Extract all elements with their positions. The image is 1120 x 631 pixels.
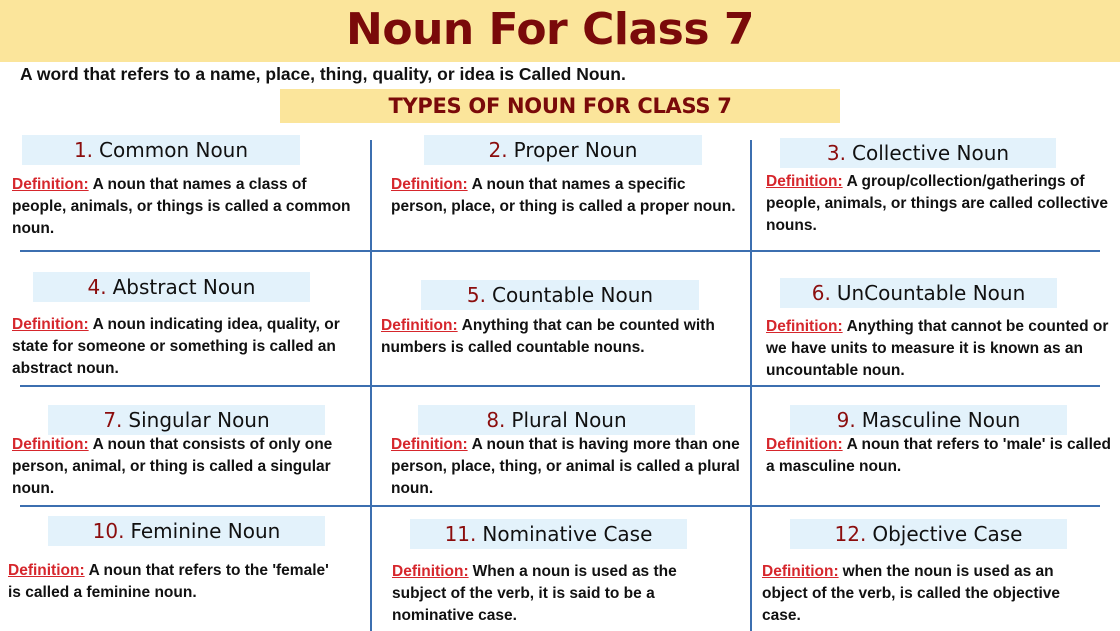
card-number: 8. <box>486 408 506 432</box>
definition-label: Definition: <box>12 316 89 333</box>
card-heading <box>790 405 1067 435</box>
definition-label: Definition: <box>766 173 843 190</box>
definition-label: Definition: <box>12 436 89 453</box>
card-heading <box>22 135 300 165</box>
card-heading <box>424 135 702 165</box>
card-heading <box>780 138 1056 168</box>
card-number: 2. <box>488 138 508 162</box>
card-title: Masculine Noun <box>861 408 1021 432</box>
card-number: 9. <box>836 408 856 432</box>
card-heading <box>790 519 1067 549</box>
definition-label: Definition: <box>392 563 469 580</box>
card-definition <box>12 314 362 380</box>
definition-label: Definition: <box>766 436 843 453</box>
definition-label: Definition: <box>8 562 85 579</box>
definition-label: Definition: <box>762 563 839 580</box>
card-number: 1. <box>73 138 94 162</box>
card-definition <box>391 174 736 218</box>
card-number: 5. <box>466 283 486 307</box>
definition-text: Anything that cannot be counted or we have units to measure it is known as an uncountable noun. <box>766 318 1109 379</box>
card-number: 3. <box>826 141 847 165</box>
definition-text: A group/collection/gatherings of people, animals, or things are called collective nouns. <box>766 173 1108 234</box>
card-title: Proper Noun <box>513 138 638 162</box>
definition-text: when the noun is used as an object of the verb, is called the objective case. <box>762 563 1061 624</box>
definition-text: A noun that names a class of people, animals, or things is called a common noun. <box>12 176 351 237</box>
card-definition <box>766 171 1116 237</box>
definition-label: Definition: <box>391 176 468 193</box>
card-heading <box>33 272 310 302</box>
grid-horizontal-divider <box>20 250 1100 252</box>
card-title: Feminine Noun <box>130 519 281 543</box>
definition-label: Definition: <box>391 436 468 453</box>
card-number: 10. <box>92 519 125 543</box>
card-title: Abstract Noun <box>112 275 256 299</box>
card-definition <box>392 561 722 627</box>
card-number: 7. <box>103 408 123 432</box>
definition-text: A noun that consists of only one person, animal, or thing is called a singular noun. <box>12 436 333 497</box>
card-definition <box>762 561 1102 627</box>
card-heading <box>48 405 325 435</box>
card-number: 11. <box>444 522 477 546</box>
definition-text: A noun that names a specific person, place, or thing is called a proper noun. <box>391 176 736 215</box>
definition-label: Definition: <box>12 176 89 193</box>
card-number: 4. <box>87 275 107 299</box>
card-title: Singular Noun <box>128 408 270 432</box>
section-subtitle: TYPES OF NOUN FOR CLASS 7 <box>388 94 732 118</box>
card-heading <box>418 405 695 435</box>
card-title: Common Noun <box>99 138 249 162</box>
card-definition <box>12 174 357 240</box>
card-title: Countable Noun <box>491 283 654 307</box>
page-title: Noun For Class 7 <box>346 4 754 55</box>
definition-text: When a noun is used as the subject of the verb, it is said to be a nominative case. <box>392 563 677 624</box>
card-title: Nominative Case <box>482 522 653 546</box>
grid-horizontal-divider <box>20 505 1100 507</box>
card-definition <box>8 560 343 604</box>
definition-text: Anything that can be counted with numbers is called countable nouns. <box>381 317 715 356</box>
card-definition <box>766 434 1111 478</box>
card-title: Plural Noun <box>511 408 627 432</box>
card-definition <box>12 434 362 500</box>
card-heading <box>48 516 325 546</box>
definition-text: A noun that refers to 'male' is called a masculine noun. <box>766 436 1111 475</box>
card-definition <box>391 434 746 500</box>
definition-text: A noun indicating idea, quality, or state for someone or something is called an abstract noun. <box>12 316 340 377</box>
card-number: 12. <box>834 522 867 546</box>
card-definition <box>381 315 736 359</box>
grid-horizontal-divider <box>20 385 1100 387</box>
card-definition <box>766 316 1111 382</box>
card-number: 6. <box>811 281 831 305</box>
card-title: Collective Noun <box>852 141 1010 165</box>
definition-label: Definition: <box>766 318 843 335</box>
definition-text: A noun that is having more than one person, place, thing, or animal is called a plural noun. <box>391 436 740 497</box>
card-title: Objective Case <box>872 522 1023 546</box>
card-title: UnCountable Noun <box>836 281 1026 305</box>
card-heading <box>780 278 1057 308</box>
definition-text: A noun that refers to the 'female' is called a feminine noun. <box>8 562 329 601</box>
intro-text: A word that refers to a name, place, thing, quality, or idea is Called Noun. <box>20 64 626 84</box>
card-heading <box>421 280 699 310</box>
card-heading <box>410 519 687 549</box>
definition-label: Definition: <box>381 317 458 334</box>
